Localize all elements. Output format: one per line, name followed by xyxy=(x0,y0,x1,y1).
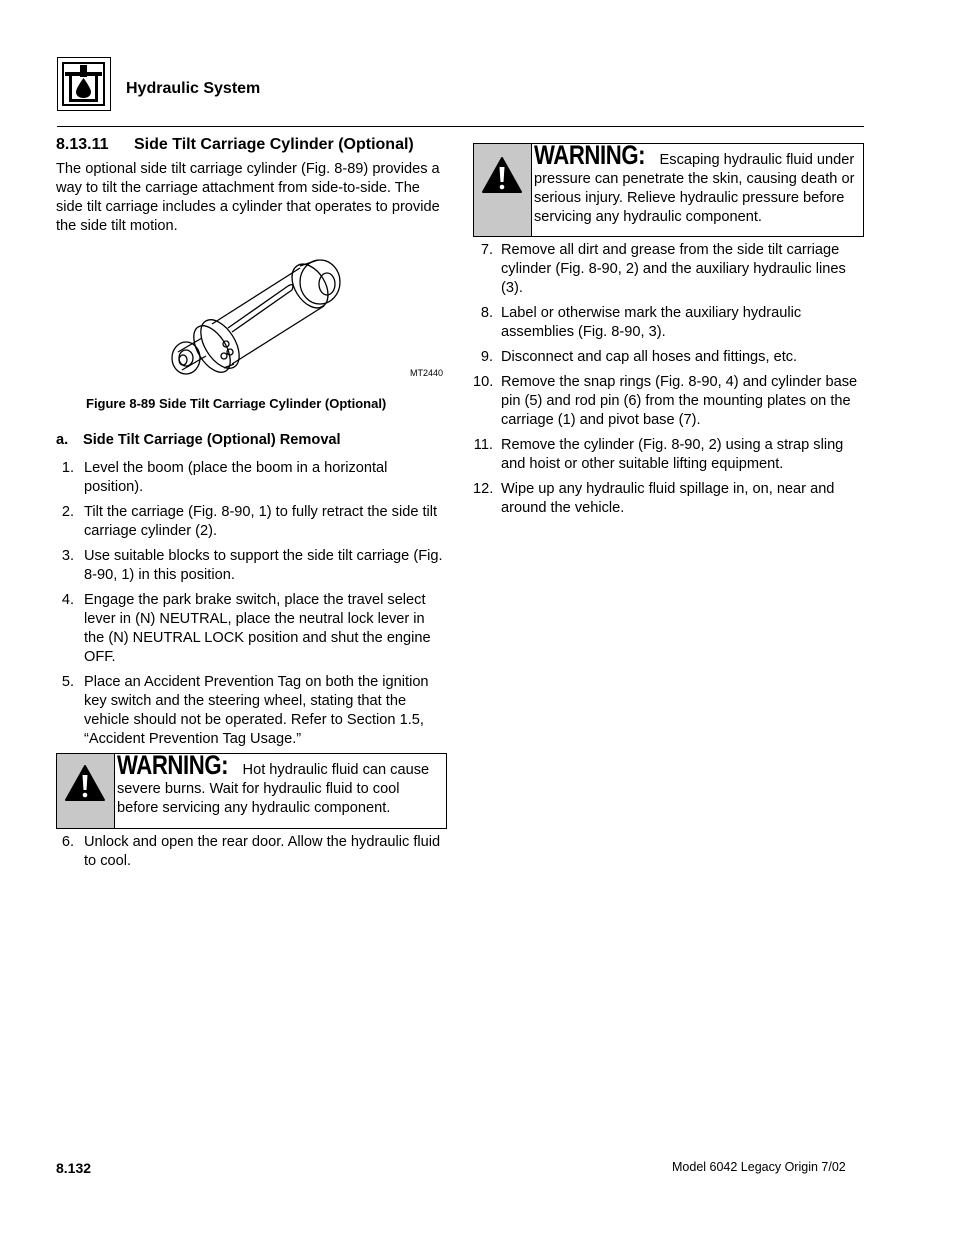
warning-text: Hot hydraulic fluid can cause severe burns. Wait for hydraulic fluid to cool before servicing any hydraulic component. xyxy=(117,762,430,816)
section-title-text: Side Tilt Carriage Cylinder (Optional) xyxy=(134,136,414,153)
section-number: 8.13.11 xyxy=(56,136,109,153)
cylinder-illustration xyxy=(150,252,450,384)
subsection-heading xyxy=(56,432,341,448)
list-item: 2. Tilt the carriage (Fig. 8-90, 1) to fully retract the side tilt carriage cylinder (2). xyxy=(61,504,438,539)
list-item: 5. Place an Accident Prevention Tag on both the ignition key switch and the steering wheel, stating that the vehicle should not be operated. Refer to Section 1.5, “Accident Prevention Tag Usage.” xyxy=(61,674,429,747)
list-item: 4. Engage the park brake switch, place the travel select lever in (N) NEUTRAL, place the neutral lock lever in the (N) NEUTRAL LOCK position and shut the engine OFF. xyxy=(61,592,431,665)
removal-steps-right xyxy=(473,241,865,524)
warning-triangle-icon xyxy=(481,156,523,194)
subsection-title: Side Tilt Carriage (Optional) Removal xyxy=(83,432,341,448)
intro-paragraph: The optional side tilt carriage cylinder (Fig. 8-89) provides a way to tilt the carriage attachment from side-to-side. The side tilt carriage includes a cylinder that operates to provide the side tilt motion. xyxy=(56,161,440,234)
list-item: 9. Disconnect and cap all hoses and fittings, etc. xyxy=(480,349,798,365)
hydraulic-system-icon xyxy=(57,57,111,111)
section-title xyxy=(56,136,414,154)
footer-model-info: Model 6042 Legacy Origin 7/02 xyxy=(672,1160,846,1174)
figure-code: MT2440 xyxy=(410,368,444,378)
warning-box-pressure xyxy=(473,140,864,237)
list-item: 1. Level the boom (place the boom in a horizontal position). xyxy=(61,460,388,495)
header-divider xyxy=(57,126,864,127)
warning-label: WARNING: xyxy=(534,140,646,170)
list-item: 10. Remove the snap rings (Fig. 8-90, 4) and cylinder base pin (5) and rod pin (6) from the mounting plates on the carriage (1) and pivot base (7). xyxy=(473,374,858,428)
warning-sidebar xyxy=(474,144,532,236)
list-item: 3. Use suitable blocks to support the side tilt carriage (Fig. 8-90, 1) in this position. xyxy=(61,548,443,583)
warning-text: Escaping hydraulic fluid under pressure can penetrate the skin, causing death or serious injury. Relieve hydraulic pressure before servicing any hydraulic component. xyxy=(534,152,855,225)
removal-steps-left xyxy=(56,459,448,755)
warning-sidebar xyxy=(57,754,115,828)
list-item: 12. Wipe up any hydraulic fluid spillage in, on, near and around the vehicle. xyxy=(473,481,835,516)
figure-caption: Figure 8-89 Side Tilt Carriage Cylinder (Optional) xyxy=(86,396,387,411)
page-number: 8.132 xyxy=(56,1160,92,1176)
subsection-letter: a. xyxy=(56,432,69,448)
list-item: 8. Label or otherwise mark the auxiliary hydraulic assemblies (Fig. 8-90, 3). xyxy=(480,305,802,340)
warning-box-hot-fluid xyxy=(56,750,447,829)
section-header: Hydraulic System xyxy=(126,80,261,97)
warning-label: WARNING: xyxy=(117,750,229,780)
list-item: 6. Unlock and open the rear door. Allow the hydraulic fluid to cool. xyxy=(61,834,441,869)
warning-triangle-icon xyxy=(64,764,106,802)
removal-steps-left-continued xyxy=(56,833,448,877)
list-item: 7. Remove all dirt and grease from the side tilt carriage cylinder (Fig. 8-90, 2) and the auxiliary hydraulic lines (3). xyxy=(480,242,846,296)
list-item: 11. Remove the cylinder (Fig. 8-90, 2) using a strap sling and hoist or other suitable lifting equipment. xyxy=(473,437,844,472)
